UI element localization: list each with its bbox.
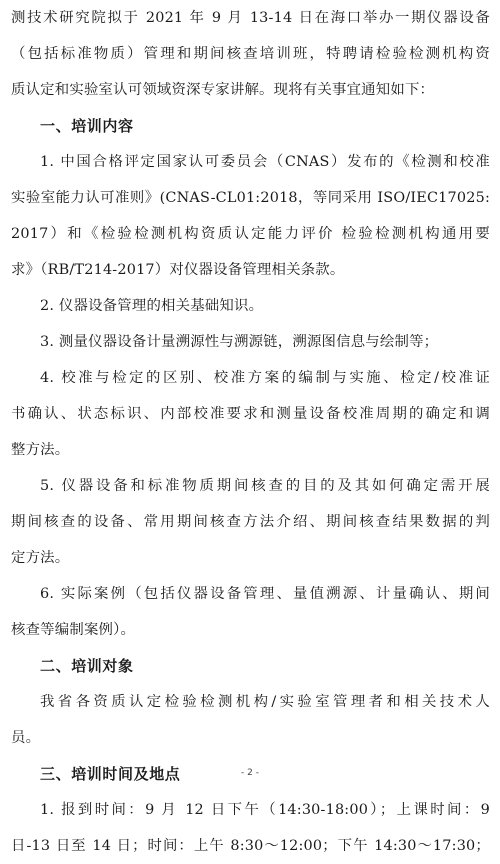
page-number: - 2 - bbox=[241, 768, 259, 778]
section-heading-time-location: 三、培训时间及地点 bbox=[40, 765, 181, 783]
intro-line-2: （包括标准物质）管理和期间核查培训班，特聘请检验检测机构资 bbox=[11, 46, 490, 62]
item-4-line-1: 4. 校准与检定的区别、校准方案的编制与实施、检定/校准证 bbox=[40, 370, 490, 386]
item-5-line-1: 5. 仪器设备和标准物质期间核查的目的及其如何确定需开展 bbox=[40, 478, 490, 494]
item-5-line-2: 期间核查的设备、常用期间核查方法介绍、期间核查结果数据的判 bbox=[11, 514, 490, 530]
section-heading-training-target: 二、培训对象 bbox=[40, 657, 134, 675]
intro-line-1: 测技术研究院拟于 2021 年 9 月 13-14 日在海口举办一期仪器设备 bbox=[11, 10, 490, 26]
time-line-2: 日-13 日至 14 日；时间：上午 8:30～12:00；下午 14:30～17:30； bbox=[11, 838, 490, 854]
item-1-line-4: 求》（RB/T214-2017）对仪器设备管理相关条款。 bbox=[11, 262, 345, 278]
target-line-2: 员。 bbox=[11, 730, 41, 746]
item-1-line-3: 2017）和《检验检测机构资质认定能力评价 检验检测机构通用要 bbox=[11, 226, 490, 242]
target-line-1: 我省各资质认定检验检测机构/实验室管理者和相关技术人 bbox=[40, 694, 490, 710]
item-1-line-2: 实验室能力认可准则》(CNAS-CL01:2018，等同采用 ISO/IEC17025: bbox=[11, 190, 490, 206]
item-1-line-1: 1. 中国合格评定国家认可委员会（CNAS）发布的《检测和校准 bbox=[40, 154, 490, 170]
item-3-line-1: 3. 测量仪器设备计量溯源性与溯源链，溯源图信息与绘制等； bbox=[40, 334, 439, 350]
item-2-line-1: 2. 仪器设备管理的相关基础知识。 bbox=[40, 298, 264, 314]
item-6-line-2: 核查等编制案例）。 bbox=[11, 622, 136, 638]
time-line-1: 1. 报到时间：9 月 12 日下午（14:30-18:00）；上课时间：9 bbox=[40, 802, 490, 818]
item-4-line-3: 整方法。 bbox=[11, 442, 70, 458]
section-heading-training-content: 一、培训内容 bbox=[40, 117, 134, 135]
item-4-line-2: 书确认、状态标识、内部校准要求和测量设备校准周期的确定和调 bbox=[11, 406, 490, 422]
intro-line-3: 质认定和实验室认可领域资深专家讲解。现将有关事宜通知如下： bbox=[11, 82, 435, 98]
item-6-line-1: 6. 实际案例（包括仪器设备管理、量值溯源、计量确认、期间 bbox=[40, 586, 490, 602]
item-5-line-3: 定方法。 bbox=[11, 550, 70, 566]
